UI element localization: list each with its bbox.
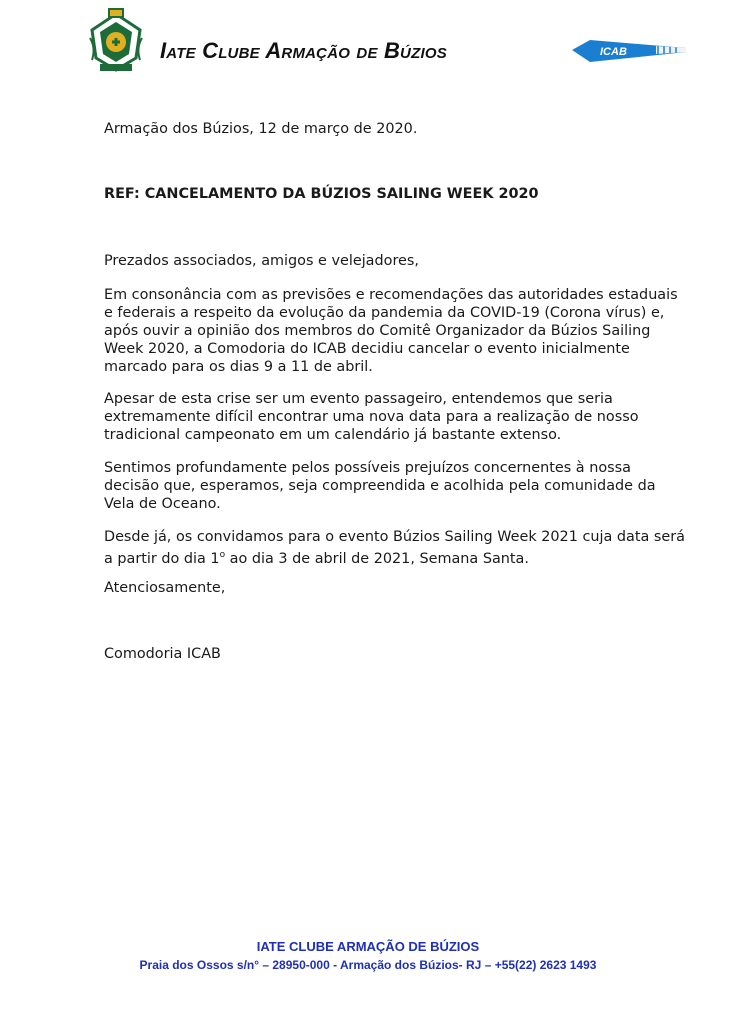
footer-club-name: IATE CLUBE ARMAÇÃO DE BÚZIOS bbox=[256, 939, 480, 954]
club-crest-logo bbox=[86, 8, 146, 74]
paragraph-4-text-a: Desde já, os convidamos para o evento Búzios Sailing Week 2021 cuja data será a partir do dia 1 bbox=[104, 529, 685, 567]
footer-address: Praia dos Ossos s/n° – 28950-000 - Armação dos Búzios- RJ – +55(22) 2623 1493 bbox=[139, 958, 597, 972]
letterhead bbox=[0, 0, 736, 90]
paragraph-1: Em consonância com as previsões e recomendações das autoridades estaduais e federais a respeito da evolução da pandemia da COVID-19 (Corona vírus) e, após ouvir a opinião dos membros do Comitê Organizador da Búzios Sailing Week 2020, a Comodoria do ICAB decidiu cancelar o evento inicialmente marcado para os dias 9 a 11 de abril. bbox=[104, 287, 678, 375]
letter-closing: Atenciosamente, bbox=[104, 580, 226, 596]
paragraph-2: Apesar de esta crise ser um evento passageiro, entendemos que seria extremamente difícil encontrar uma nova data para a realização de nosso tradicional campeonato em um calendário já bastante extenso. bbox=[104, 391, 639, 443]
club-name-title: Iate Clube Armação de Búzios bbox=[160, 38, 447, 63]
paragraph-3: Sentimos profundamente pelos possíveis prejuízos concernentes à nossa decisão que, esperamos, seja compreendida e acolhida pela comunidade da Vela de Oceano. bbox=[104, 460, 656, 512]
letter-signature: Comodoria ICAB bbox=[104, 646, 221, 662]
paragraph-4-text-b: ao dia 3 de abril de 2021, Semana Santa. bbox=[225, 550, 529, 567]
pennant-text: ICAB bbox=[600, 46, 627, 58]
icab-pennant-logo bbox=[570, 38, 688, 64]
letter-greeting: Prezados associados, amigos e velejadores, bbox=[104, 253, 419, 269]
ordinal-superscript: o bbox=[219, 550, 226, 560]
paragraph-4 bbox=[104, 528, 689, 568]
letter-reference: REF: CANCELAMENTO DA BÚZIOS SAILING WEEK 2020 bbox=[104, 186, 539, 202]
letter-date: Armação dos Búzios, 12 de março de 2020. bbox=[104, 121, 418, 137]
